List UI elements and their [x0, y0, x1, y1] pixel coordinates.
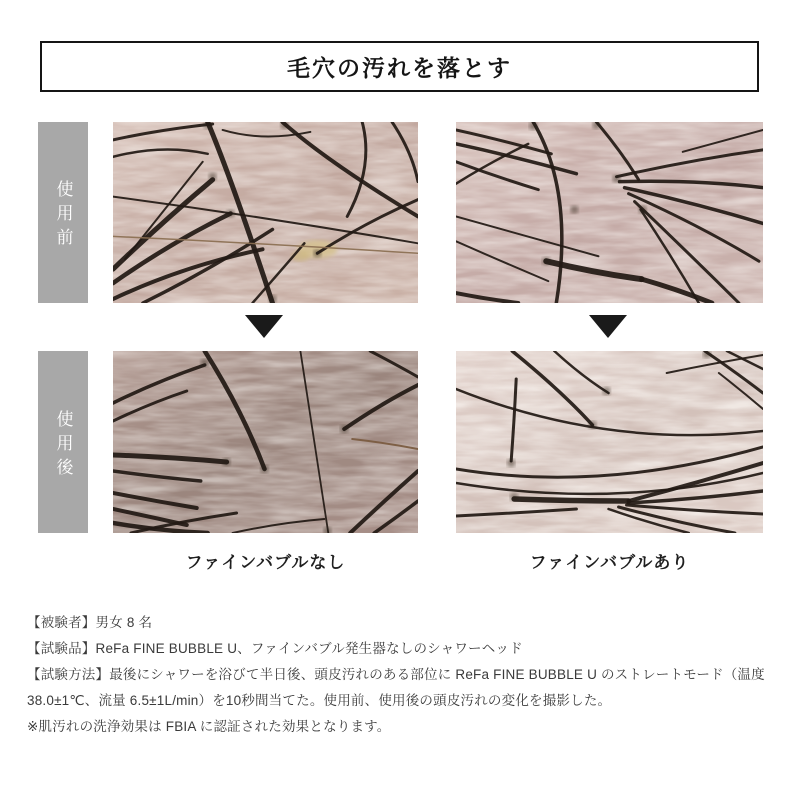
after-label-bar	[38, 351, 88, 533]
after-label: 使用後	[53, 409, 73, 482]
scalp-photo-after-no-bubble	[113, 351, 418, 533]
caption-no-bubble: ファインバブルなし	[185, 553, 346, 572]
caption-with-bubble: ファインバブルあり	[529, 553, 690, 572]
before-label-bar	[38, 122, 88, 303]
footnote-disclaimer: ※肌汚れの洗浄効果は FBIA に認証された効果となります。	[27, 719, 391, 734]
scalp-photo-before-with-bubble	[456, 122, 763, 303]
section-title-box	[40, 41, 759, 92]
footnote-subjects: 【被験者】男女 8 名	[27, 615, 153, 630]
down-arrow-icon	[245, 315, 283, 338]
scalp-photo-before-no-bubble	[113, 122, 418, 303]
footnote-test-method: 【試験方法】最後にシャワーを浴びて半日後、頭皮汚れのある部位に ReFa FINE BUBBLE U のストレートモード（温度38.0±1℃、流量 6.5±1L/min）を10秒間当てた。使用前、使用後の頭皮汚れの変化を撮影した。	[27, 667, 765, 708]
section-title: 毛穴の汚れを落とす	[287, 55, 512, 81]
scalp-photo-after-with-bubble	[456, 351, 763, 533]
footnotes	[27, 610, 769, 740]
footnote-test-item: 【試験品】ReFa FINE BUBBLE U、ファインバブル発生器なしのシャワーヘッド	[27, 641, 523, 656]
down-arrow-icon	[589, 315, 627, 338]
before-label: 使用前	[53, 180, 73, 252]
